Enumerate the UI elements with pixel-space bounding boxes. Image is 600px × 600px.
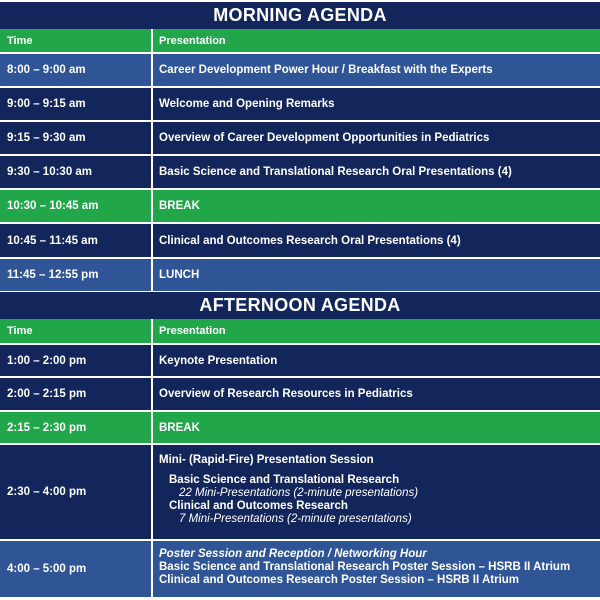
agenda-title: Keynote Presentation [153, 345, 600, 378]
agenda-time: 1:00 – 2:00 pm [0, 345, 153, 378]
agenda-row [0, 345, 600, 378]
agenda-title: Overview of Research Resources in Pediatrics [153, 378, 600, 412]
agenda-title: BREAK [153, 190, 600, 224]
morning-header-row [0, 29, 600, 54]
agenda-title: Clinical and Outcomes Research Oral Presentations (4) [153, 224, 600, 259]
break-row [0, 412, 600, 445]
agenda-row [0, 54, 600, 88]
agenda-title: Overview of Career Development Opportunities in Pediatrics [153, 122, 600, 156]
agenda-row [0, 378, 600, 412]
mini-session-title: Mini- (Rapid-Fire) Presentation Session [159, 454, 374, 466]
poster-session-title: Poster Session and Reception / Networking Hour [159, 548, 427, 560]
poster-session-details [153, 541, 600, 599]
agenda-row [0, 156, 600, 190]
agenda-time: 4:00 – 5:00 pm [0, 541, 153, 599]
agenda-time: 10:30 – 10:45 am [0, 190, 153, 224]
presentation-column-header: Presentation [153, 319, 600, 345]
mini-track-clinical-detail: 7 Mini-Presentations (2-minute presentations) [179, 513, 412, 525]
afternoon-agenda-title: AFTERNOON AGENDA [0, 292, 600, 319]
mini-track-basic-science-detail: 22 Mini-Presentations (2-minute presentations) [179, 487, 419, 499]
agenda-row [0, 224, 600, 259]
agenda-title: BREAK [153, 412, 600, 445]
agenda-time: 9:00 – 9:15 am [0, 88, 153, 122]
poster-session-row [0, 541, 600, 599]
break-row [0, 190, 600, 224]
mini-presentation-row [0, 445, 600, 541]
poster-session-basic-science: Basic Science and Translational Research Poster Session – HSRB II Atrium [159, 561, 571, 573]
agenda-time: 2:30 – 4:00 pm [0, 445, 153, 541]
morning-agenda-title: MORNING AGENDA [0, 2, 600, 29]
agenda-time: 9:15 – 9:30 am [0, 122, 153, 156]
agenda-title: LUNCH [153, 259, 600, 293]
afternoon-header-row [0, 319, 600, 345]
mini-track-clinical: Clinical and Outcomes Research [169, 500, 348, 512]
time-column-header: Time [0, 29, 153, 54]
agenda-row [0, 122, 600, 156]
agenda-time: 8:00 – 9:00 am [0, 54, 153, 88]
agenda-time: 2:15 – 2:30 pm [0, 412, 153, 445]
agenda-title: Welcome and Opening Remarks [153, 88, 600, 122]
time-column-header: Time [0, 319, 153, 345]
agenda-title: Career Development Power Hour / Breakfast with the Experts [153, 54, 600, 88]
mini-track-basic-science: Basic Science and Translational Research [169, 474, 400, 486]
agenda-time: 2:00 – 2:15 pm [0, 378, 153, 412]
agenda-time: 9:30 – 10:30 am [0, 156, 153, 190]
poster-session-clinical: Clinical and Outcomes Research Poster Session – HSRB II Atrium [159, 574, 520, 586]
agenda-time: 11:45 – 12:55 pm [0, 259, 153, 293]
agenda-title: Basic Science and Translational Research Oral Presentations (4) [153, 156, 600, 190]
agenda-time: 10:45 – 11:45 am [0, 224, 153, 259]
mini-presentation-details [153, 445, 600, 541]
agenda-row [0, 88, 600, 122]
lunch-row [0, 259, 600, 293]
presentation-column-header: Presentation [153, 29, 600, 54]
